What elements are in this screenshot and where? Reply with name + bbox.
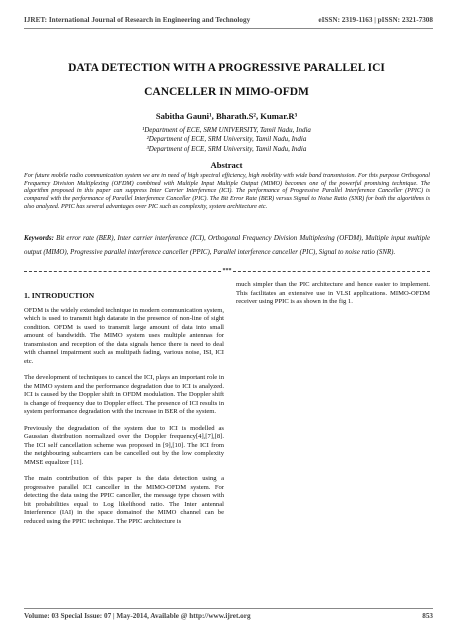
intro-paragraph: The development of techniques to cancel the ICI, plays an important role in the MIMO system and the performance degradation due to ICI is analyzed. ICI is caused by the Doppler shift in OFDM modulation. The Doppler shift is change of frequency due to Doppler effect. The presence of ICI results in system performance degradation with the increase in BER of the system. (24, 374, 224, 415)
left-column (24, 282, 224, 534)
affiliation-2: ²Department of ECE, SRM University, Tamil Nadu, India (146, 135, 307, 144)
page-footer (24, 608, 433, 620)
intro-paragraph: Previously the degradation of the system due to ICI is modelled as Gaussian distribution normalized over the Doppler frequency[4],[7],[8]. The ICI self cancellation scheme was proposed in [9],[10]. The ICI from the neighbouring subcarriers can be cancelled out by the low complexity MMSE equalizer [11]. (24, 424, 224, 466)
issn-info: eISSN: 2319-1163 | pISSN: 2321-7308 (318, 16, 433, 24)
abstract-text: For future mobile radio communication system we are in need of high spectral efficiency, high mobility with wide band transmission. For this purpose Orthogonal Frequency Division Multiplexing (OFDM) combined with Multiple Input Multiple Output (MIMO) becomes one of the powerful promising technique. The algorithm proposed in this paper can suppress Inter Carrier Interference (ICI). The performance of Progressive Parallel Interference Canceller (PPIC) is compared with the performance of Parallel Interference Canceller (PIC). The Bit Error Rate (BER) versus Signal to Noise Ratio (SNR) for both the algorithms is also analyzed. PPIC has several advantages over PIC such as complexity, system architecture etc. (24, 172, 430, 210)
keywords-text: Bit error rate (BER), Inter carrier interference (ICI), Orthogonal Frequency Division Multiplexing (OFDM), Multiple input multiple output (MIMO), Progressive parallel interference canceller (PPIC), Parallel interference canceller (PIC), Signal to noise ratio (SNR). (24, 235, 430, 256)
divider-mark: *** (222, 268, 232, 274)
page-number: 853 (422, 612, 433, 620)
journal-name: IJRET: International Journal of Research in Engineering and Technology (24, 16, 251, 24)
page-header (24, 16, 433, 29)
title-line-2: CANCELLER IN MIMO-OFDM (144, 86, 309, 98)
intro-paragraph: much simpler than the PIC architecture and hence easier to implement. This facilitates an extensive use in VLSI applications. MIMO-OFDM receiver using PPIC is as shown in the fig 1. (236, 281, 430, 305)
volume-info: Volume: 03 Special Issue: 07 | May-2014, Available @ http://www.ijret.org (24, 612, 251, 620)
abstract-heading: Abstract (210, 160, 243, 170)
affiliation-3: ³Department of ECE, SRM University, Tamil Nadu, India (146, 144, 307, 153)
paper-title (0, 56, 453, 104)
affiliations (0, 126, 453, 154)
authors: Sabitha Gauni¹, Bharath.S², Kumar.R³ (155, 111, 298, 121)
right-column (236, 281, 430, 315)
title-line-1: DATA DETECTION WITH A PROGRESSIVE PARALLEL ICI (68, 62, 385, 74)
section-divider (24, 268, 430, 278)
intro-paragraph: OFDM is the widely extended technique in modern communication system, which is used to transmit high datarate in the presence of non-line of sight condition. OFDM is used to transmit large amount of data into small amount of bandwidth. The MIMO system uses multiple antennas for transmission and reception of the data signals hence there is need to deal with channel impairment such as multipath fading, various noise, ISI, ICI etc. (24, 306, 224, 365)
intro-heading: 1. INTRODUCTION (24, 291, 95, 300)
keywords-label: Keywords: (24, 235, 54, 242)
intro-paragraph: The main contribution of this paper is the data detection using a progressive parallel ICI canceller in the MIMO-OFDM system. For detecting the data using the PPIC canceller, the message type chosen with bit probabilities equal to Log likelihood ratio. The Inter antennal Interference (IAI) in the space domainof the MIMO channel can be reduced using the PPIC technique. The PPIC architecture is (24, 475, 224, 525)
affiliation-1: ¹Department of ECE, SRM UNIVERSITY, Tamil Nadu, India (142, 126, 311, 134)
keywords-section (24, 232, 430, 259)
